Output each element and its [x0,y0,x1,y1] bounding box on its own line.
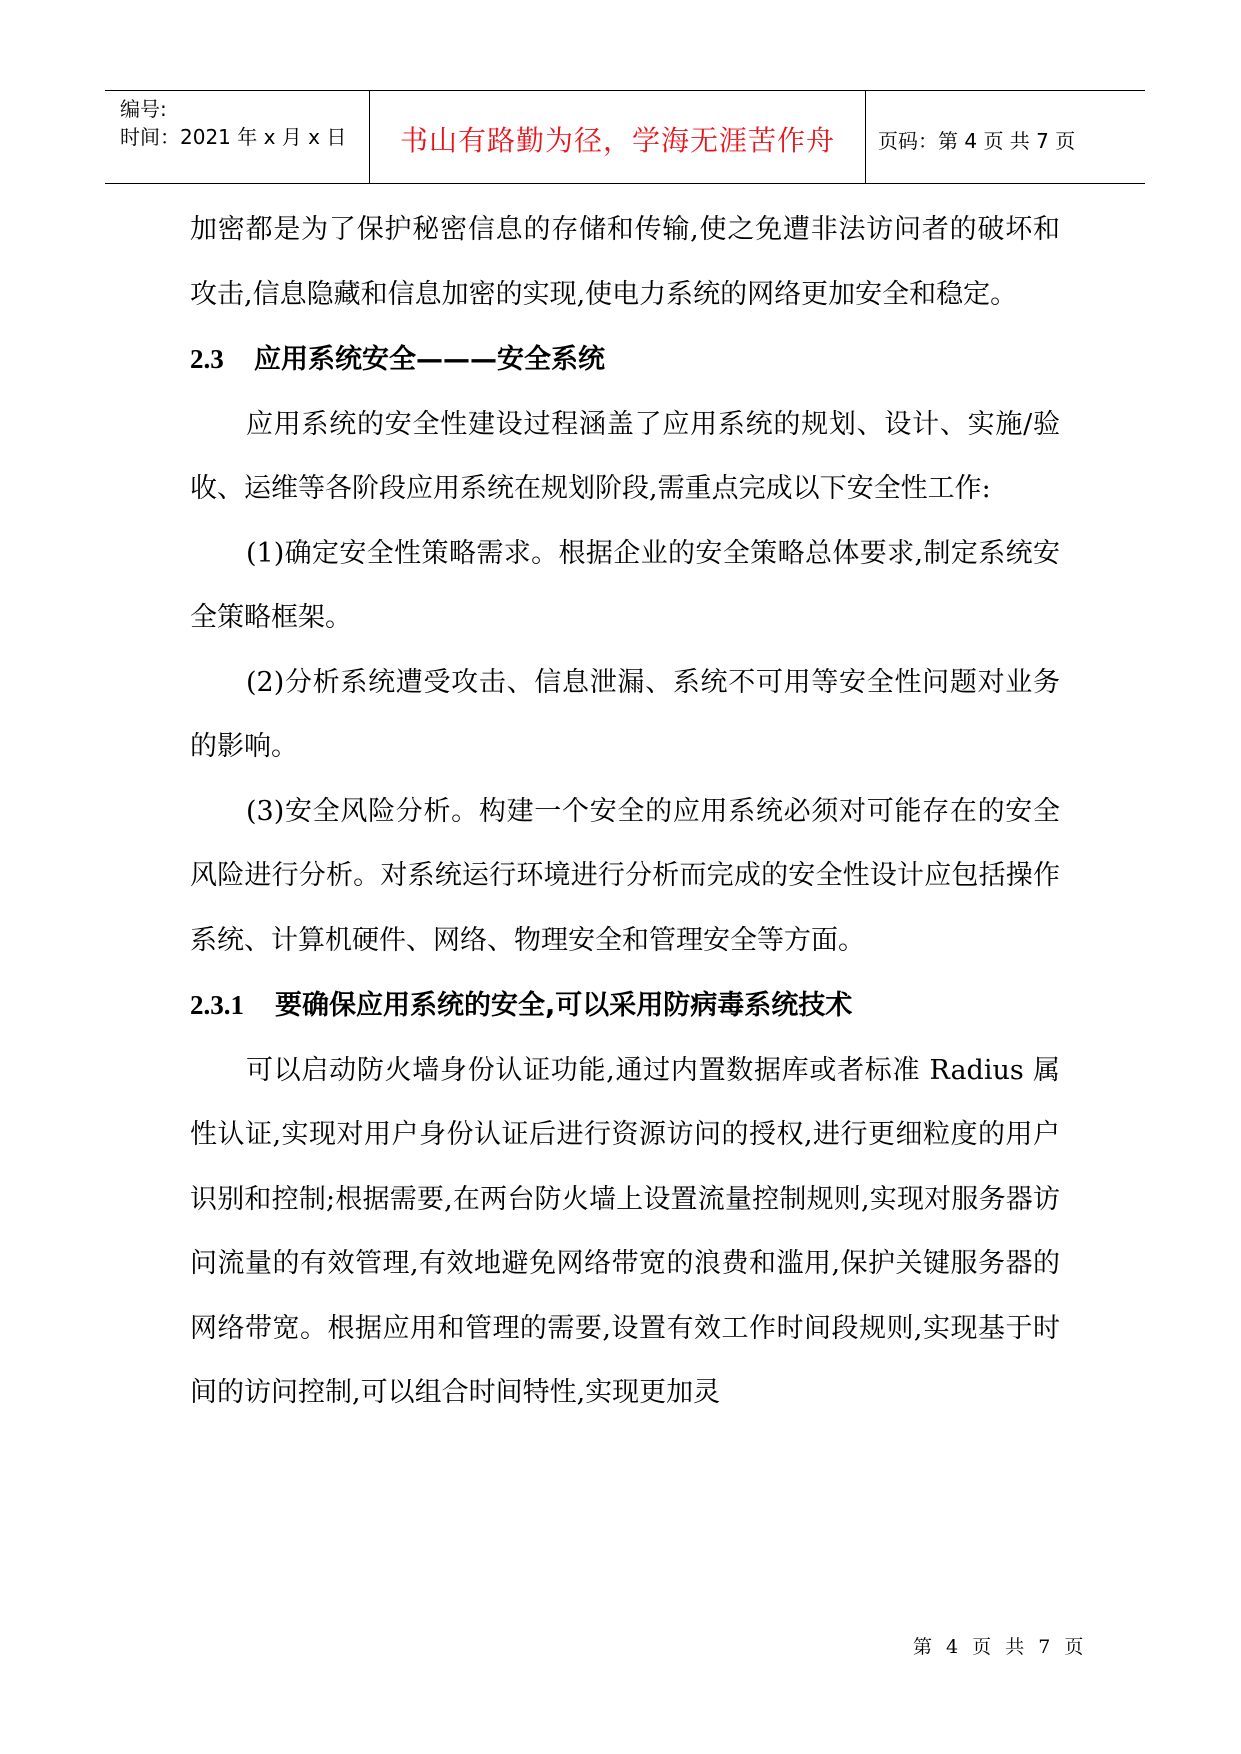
paragraph-2: 应用系统的安全性建设过程涵盖了应用系统的规划、设计、实施/验收、运维等各阶段应用系统在规划阶段,需重点完成以下安全性工作: [190,408,1060,504]
serial-label: 编号: [120,97,167,121]
paragraph-3: (1)确定安全性策略需求。根据企业的安全策略总体要求,制定系统安全策略框架。 [190,537,1060,633]
document-body [190,198,1060,1426]
header-motto: 书山有路勤为径，学海无涯苦作舟 [399,124,835,157]
document-header [105,90,1145,184]
page-footer: 第 4 页 共 7 页 [913,1636,1088,1658]
section-heading-2-3 [190,327,1060,393]
section-title: 应用系统安全———安全系统 [254,344,605,375]
page-code: 页码：第 4 页 共 7 页 [878,129,1076,153]
subsection-number: 2.3.1 [190,990,244,1020]
header-right-cell [866,91,1145,183]
paragraph-5: (3)安全风险分析。构建一个安全的应用系统必须对可能存在的安全风险进行分析。对系统运行环境进行分析而完成的安全性设计应包括操作系统、计算机硬件、网络、物理安全和管理安全等方面。 [190,795,1060,956]
subsection-title: 要确保应用系统的安全,可以采用防病毒系统技术 [275,990,853,1021]
date-text: 时间：2021 年 x 月 x 日 [120,125,347,149]
section-heading-2-3-1 [190,973,1060,1039]
paragraph-1: 加密都是为了保护秘密信息的存储和传输,使之免遭非法访问者的破坏和攻击,信息隐藏和信息加密的实现,使电力系统的网络更加安全和稳定。 [190,214,1060,310]
paragraph-6: 可以启动防火墙身份认证功能,通过内置数据库或者标准 Radius 属性认证,实现对用户身份认证后进行资源访问的授权,进行更细粒度的用户识别和控制;根据需要,在两台防火墙上设置流量控制规则,实现对服务器访问流量的有效管理,有效地避免网络带宽的浪费和滥用,保护关键服务器的网络带宽。根据应用和管理的需要,设置有效工作时间段规则,实现基于时间的访问控制,可以组合时间特性,实现更加灵 [190,1054,1060,1408]
section-number: 2.3 [190,344,224,374]
header-middle-cell [370,91,866,183]
paragraph-4: (2)分析系统遭受攻击、信息泄漏、系统不可用等安全性问题对业务的影响。 [190,666,1060,762]
header-left-cell [105,91,370,183]
